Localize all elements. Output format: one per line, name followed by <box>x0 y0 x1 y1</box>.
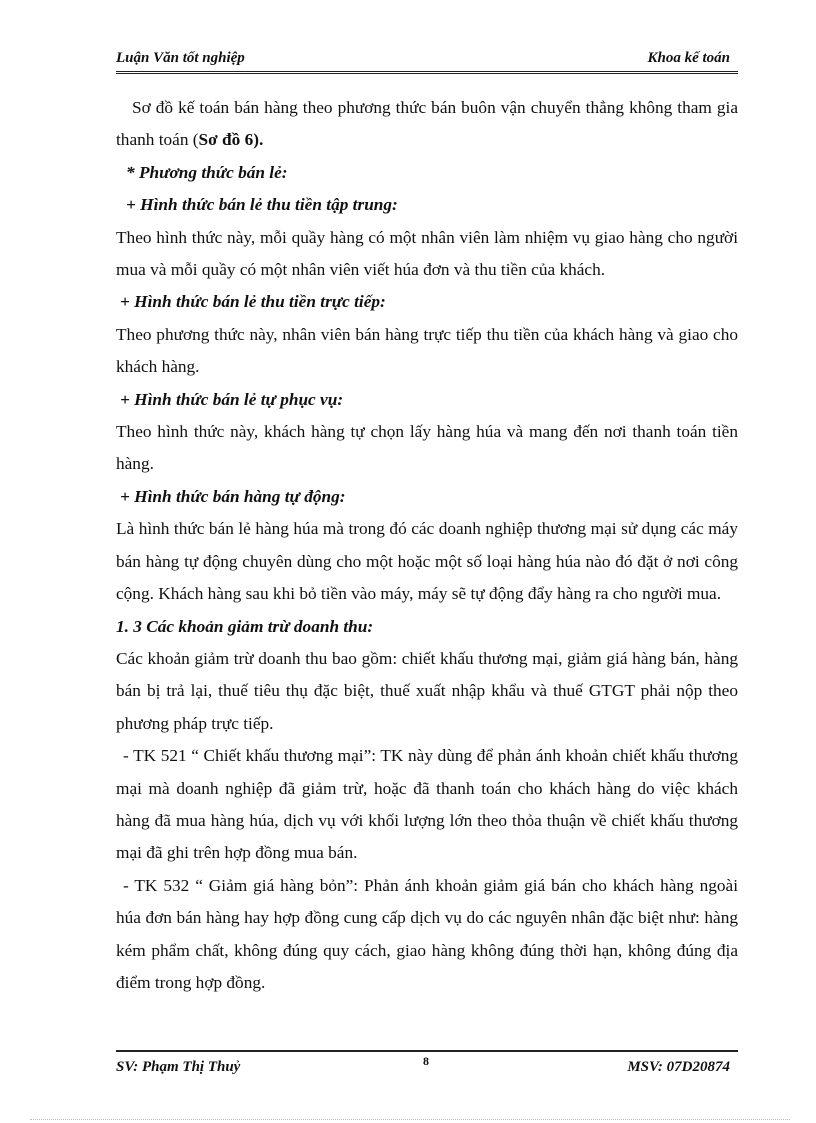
heading-automatic: + Hình thức bán hàng tự động: <box>120 486 346 506</box>
page-footer <box>116 1050 738 1084</box>
footer-student-name: SV: Phạm Thị Thuỷ <box>116 1059 241 1075</box>
heading-direct-payment: + Hình thức bán lẻ thu tiền trực tiếp: <box>120 292 386 312</box>
paragraph-revenue-deductions: Các khoản giảm trừ doanh thu bao gồm: chiết khấu thương mại, giảm giá hàng bán, hàng bán bị trả lại, thuế tiêu thụ đặc biệt, thuế xuất nhập khẩu và thuế GTGT phải nộp theo phương pháp trực tiếp. <box>116 648 738 733</box>
paragraph-automatic: Là hình thức bán lẻ hàng húa mà trong đó các doanh nghiệp thương mại sử dụng các máy bán hàng tự động chuyên dùng cho một hoặc một số loại hàng húa nào đó đặt ở nơi công cộng. Khách hàng sau khi bỏ tiền vào máy, máy sẽ tự động đẩy hàng ra cho người mua. <box>116 519 738 604</box>
heading-revenue-deductions: 1. 3 Các khoản giảm trừ doanh thu: <box>116 616 374 636</box>
heading-central-payment: + Hình thức bán lẻ thu tiền tập trung: <box>126 195 398 215</box>
page-content <box>116 92 738 999</box>
header-thesis-title: Luận Văn tốt nghiệp <box>116 50 245 66</box>
paragraph-intro <box>116 92 738 157</box>
footer-student-id: MSV: 07D20874 <box>627 1059 730 1075</box>
header-faculty: Khoa kế toán <box>647 50 730 66</box>
heading-self-service: + Hình thức bán lẻ tự phục vụ: <box>120 389 344 409</box>
paragraph-direct-payment: Theo phương thức này, nhân viên bán hàng trực tiếp thu tiền của khách hàng và giao cho khách hàng. <box>116 324 738 377</box>
paragraph-tk532: - TK 532 “ Giảm giá hàng bỏn”: Phản ánh khoản giảm giá bán cho khách hàng ngoài húa đơn bán hàng hay hợp đồng cung cấp dịch vụ do các nguyên nhân đặc biệt như: hàng kém phẩm chất, không đúng quy cách, giao hàng không đúng thời hạn, không đúng địa điểm trong hợp đồng. <box>116 875 738 992</box>
page-bottom-border <box>30 1119 790 1120</box>
heading-retail: * Phương thức bán lẻ: <box>126 162 288 182</box>
page-number: 8 <box>423 1054 429 1068</box>
paragraph-tk521: - TK 521 “ Chiết khấu thương mại”: TK này dùng để phản ánh khoản chiết khấu thương mại mà doanh nghiệp đã giảm trừ, hoặc đã thanh toán cho khách hàng do việc khách hàng đã mua hàng húa, dịch vụ với khối lượng lớn theo thỏa thuận về chiết khấu thương mại đã ghi trên hợp đồng mua bán. <box>116 746 738 863</box>
intro-end: ). <box>253 130 264 150</box>
page-header <box>116 49 738 74</box>
paragraph-self-service: Theo hình thức này, khách hàng tự chọn lấy hàng húa và mang đến nơi thanh toán tiền hàng. <box>116 422 738 474</box>
diagram-reference: Sơ đồ 6 <box>198 130 254 150</box>
intro-text: Sơ đồ kế toán bán hàng theo phương thức bán buôn vận chuyển thẳng không tham gia thanh toán ( <box>116 98 738 150</box>
paragraph-central-payment: Theo hình thức này, mỗi quầy hàng có một nhân viên làm nhiệm vụ giao hàng cho người mua và mỗi quầy có một nhân viên viết húa đơn và thu tiền của khách. <box>116 227 738 280</box>
